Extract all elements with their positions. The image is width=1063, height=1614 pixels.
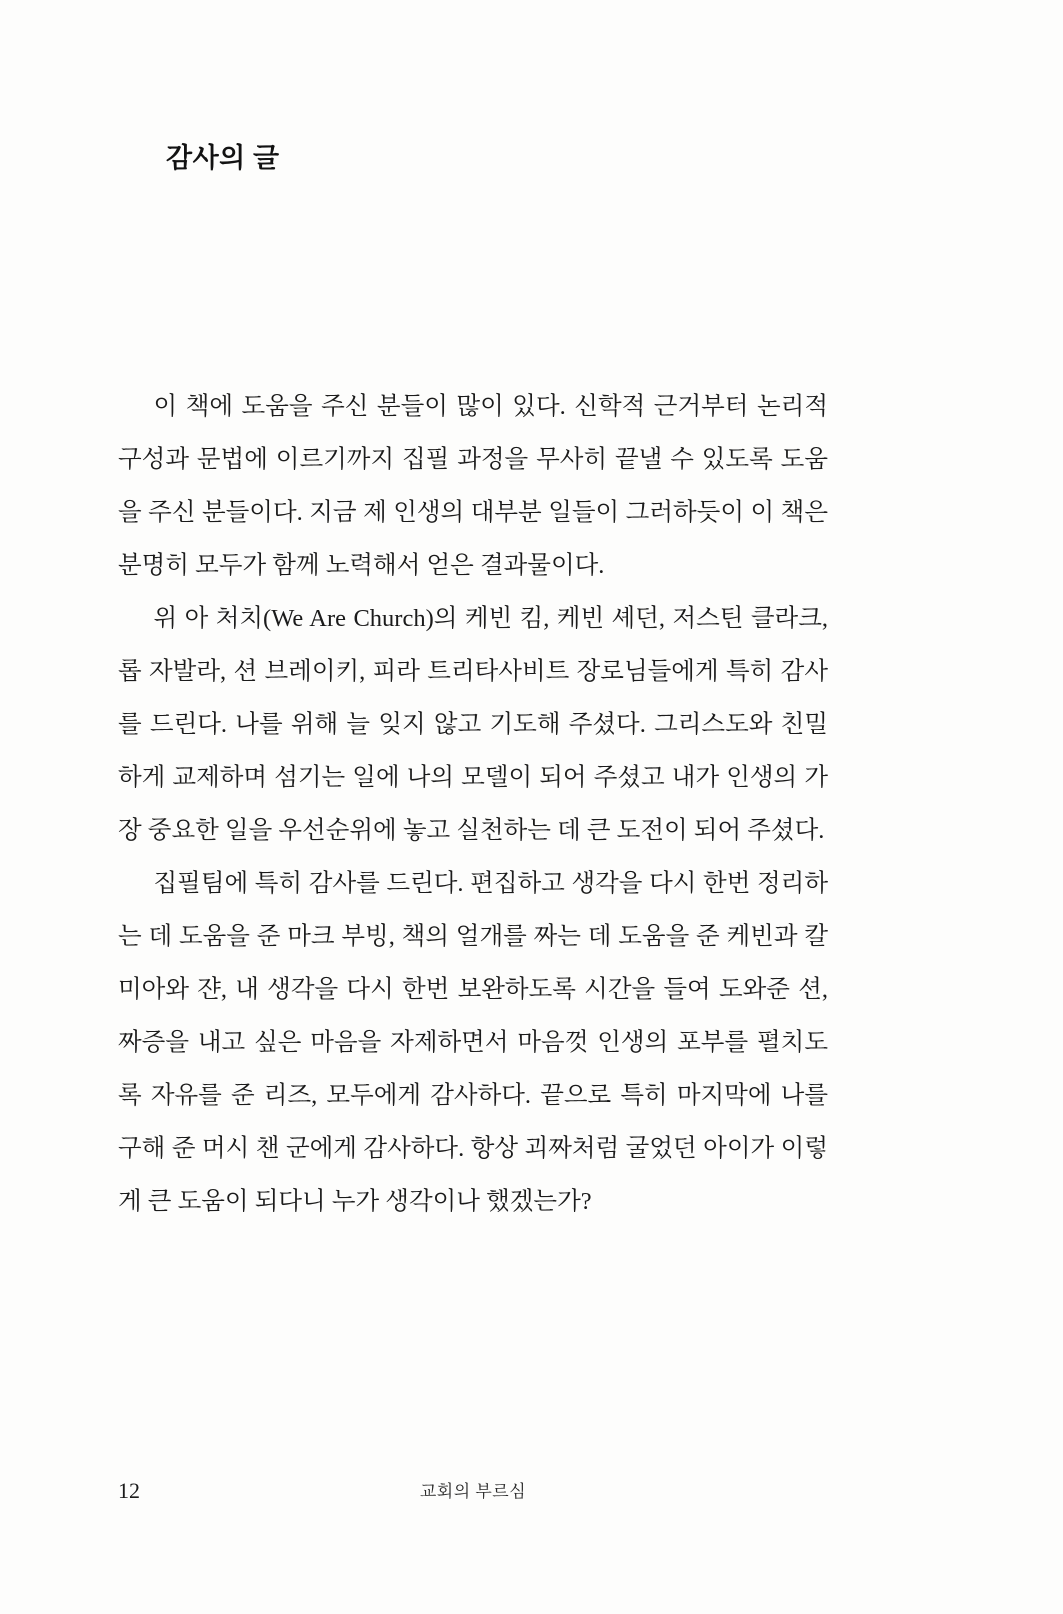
page-title: 감사의 글 bbox=[166, 143, 280, 174]
paragraph-2: 위 아 처치(We Are Church)의 케빈 킴, 케빈 셰던, 저스틴 클라크, 롭 자발라, 션 브레이키, 피라 트리타사비트 장로님들에게 특히 감사를 드린다. 나를 위해 늘 잊지 않고 기도해 주셨다. 그리스도와 친밀하게 교제하며 섬기는 일에 나의 모델이 되어 주셨고 내가 인생의 가장 중요한 일을 우선순위에 놓고 실천하는 데 큰 도전이 되어 주셨다. bbox=[118, 605, 828, 844]
paragraph-3: 집필팀에 특히 감사를 드린다. 편집하고 생각을 다시 한번 정리하는 데 도움을 준 마크 부빙, 책의 얼개를 짜는 데 도움을 준 케빈과 칼미아와 쟌, 내 생각을 다시 한번 보완하도록 시간을 들여 도와준 션, 짜증을 내고 싶은 마음을 자제하면서 마음껏 인생의 포부를 펼치도록 자유를 준 리즈, 모두에게 감사하다. 끝으로 특히 마지막에 나를 구해 준 머시 챈 군에게 감사하다. 항상 괴짜처럼 굴었던 아이가 이렇게 큰 도움이 되다니 누가 생각이나 했겠는가? bbox=[118, 870, 828, 1215]
page-footer bbox=[118, 1474, 828, 1504]
page-number: 12 bbox=[118, 1478, 140, 1503]
running-head: 교회의 부르심 bbox=[419, 1482, 527, 1501]
page-content-area bbox=[118, 0, 828, 1614]
paragraph-1: 이 책에 도움을 주신 분들이 많이 있다. 신학적 근거부터 논리적 구성과 문법에 이르기까지 집필 과정을 무사히 끝낼 수 있도록 도움을 주신 분들이다. 지금 제 인생의 대부분 일들이 그러하듯이 이 책은 분명히 모두가 함께 노력해서 얻은 결과물이다. bbox=[118, 393, 828, 579]
body-text bbox=[118, 380, 828, 1228]
